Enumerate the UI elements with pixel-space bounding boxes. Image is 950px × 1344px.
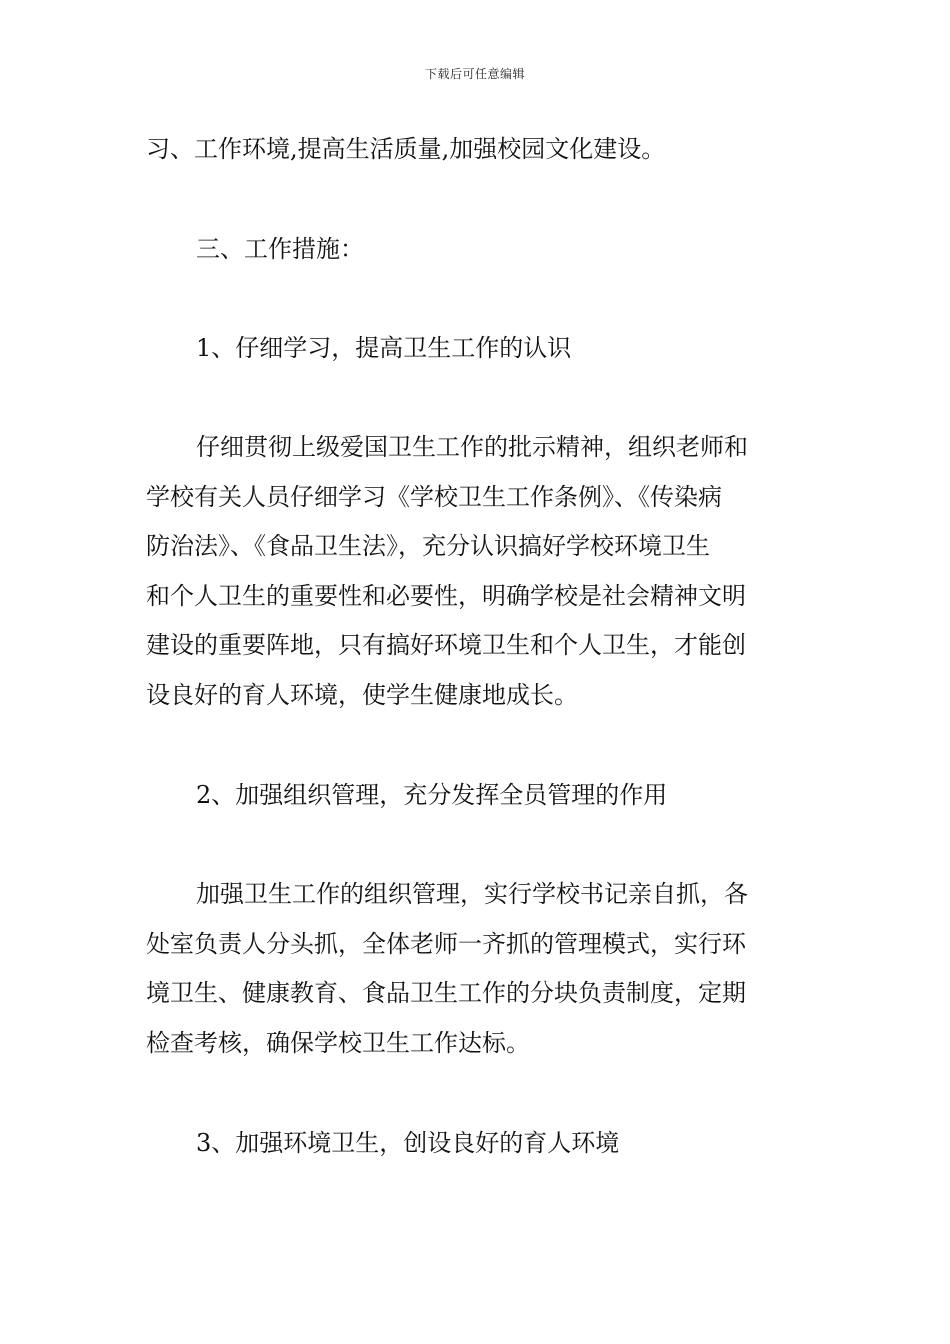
paragraph-line: 仔细贯彻上级爱国卫生工作的批示精神，组织老师和 bbox=[196, 433, 748, 461]
paragraph-line: 建设的重要阵地，只有搞好环境卫生和个人卫生，才能创 bbox=[146, 631, 746, 659]
paragraph-line: 境卫生、健康教育、食品卫生工作的分块负责制度，定期 bbox=[146, 979, 746, 1007]
paragraph-line: 和个人卫生的重要性和必要性，明确学校是社会精神文明 bbox=[146, 581, 746, 610]
item3-heading: 3、加强环境卫生，创设良好的育人环境 bbox=[196, 1129, 620, 1157]
paragraph-line: 处室负责人分头抓，全体老师一齐抓的管理模式，实行环 bbox=[146, 929, 746, 958]
item1-heading: 1、仔细学习，提高卫生工作的认识 bbox=[196, 334, 572, 362]
item2-paragraph bbox=[146, 870, 808, 1068]
paragraph-line: 习、工作环境,提高生活质量,加强校园文化建设。 bbox=[146, 135, 666, 163]
header-note: 下载后可任意编辑 bbox=[424, 67, 525, 81]
item2-heading: 2、加强组织管理，充分发挥全员管理的作用 bbox=[196, 781, 668, 809]
paragraph-line: 设良好的育人环境，使学生健康地成长。 bbox=[146, 680, 578, 709]
section-heading: 三、工作措施： bbox=[196, 235, 364, 263]
paragraph-line: 学校有关人员仔细学习《学校卫生工作条例》、《传染病 bbox=[146, 482, 722, 511]
paragraph-line: 防治法》、《食品卫生法》，充分认识搞好学校环境卫生 bbox=[146, 532, 710, 560]
paragraph-line: 加强卫生工作的组织管理，实行学校书记亲自抓，各 bbox=[196, 880, 748, 908]
continuation-paragraph bbox=[146, 125, 808, 175]
paragraph-line: 检查考核，确保学校卫生工作达标。 bbox=[146, 1028, 530, 1057]
item1-paragraph bbox=[146, 423, 808, 720]
